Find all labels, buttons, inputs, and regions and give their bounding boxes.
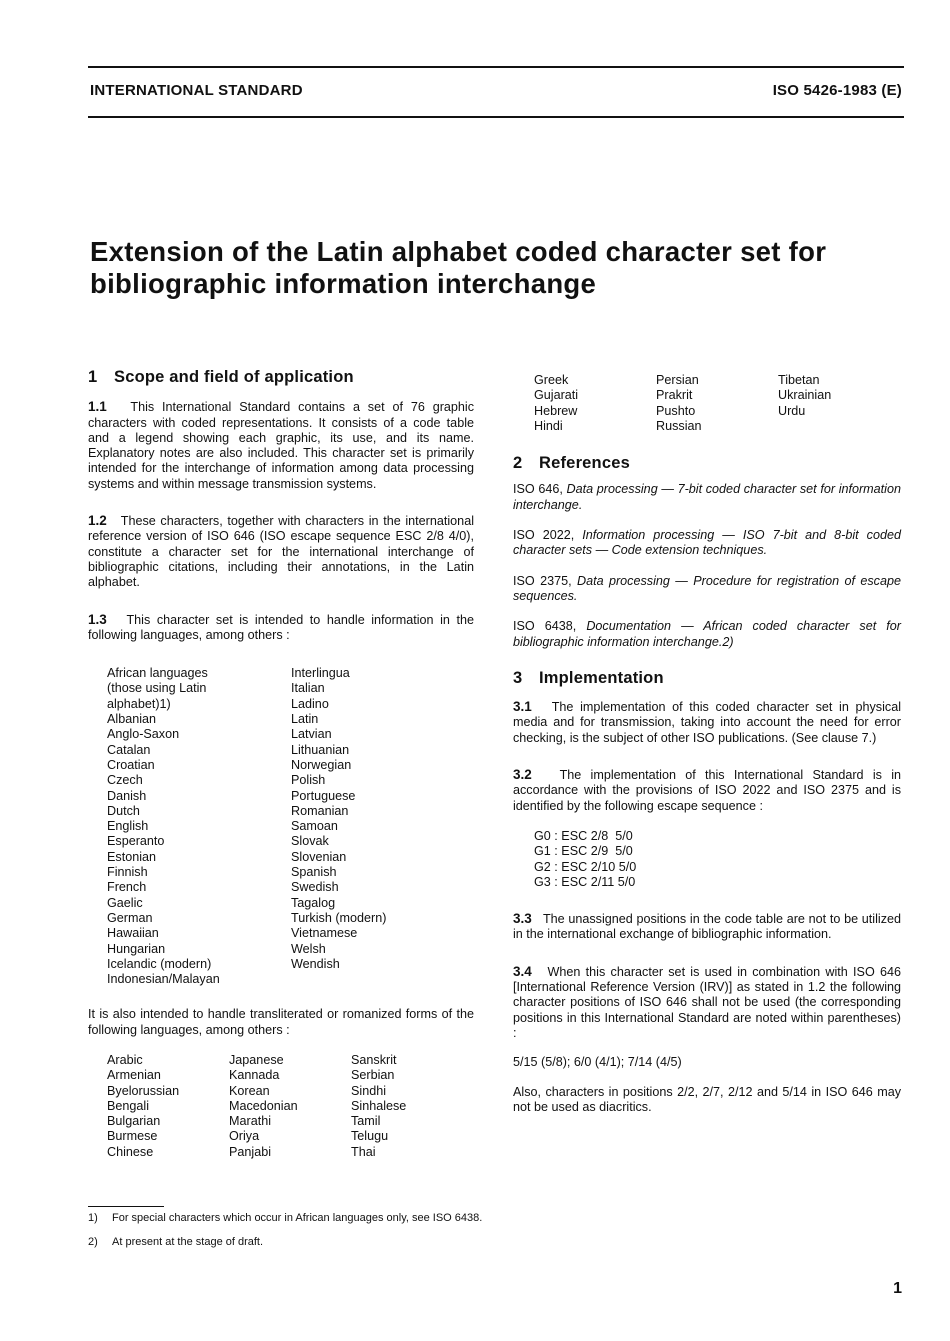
language-item: Bulgarian	[107, 1114, 161, 1129]
language-item: Croatian	[107, 757, 155, 772]
para-3-5: Also, characters in positions 2/2, 2/7, 2/12 and 5/14 in ISO 646 may not be used as diacritics.	[513, 1084, 901, 1114]
language-item: Japanese	[229, 1052, 284, 1067]
language-item: Welsh	[291, 941, 326, 956]
language-item: Samoan	[291, 819, 338, 834]
language-item: Marathi	[229, 1114, 271, 1129]
language-item: Chinese	[107, 1144, 154, 1159]
para-1-2: 1.2 These characters, together with characters in the international reference version of ISO 646 (ISO escape sequence ESC 2/8 4/0), constitute a character set for the international interchange of bibliographic citations, including their annotations, in the Latin alphabet.	[88, 513, 474, 590]
language-item: Sindhi	[351, 1083, 387, 1098]
language-item: Interlingua	[291, 666, 350, 681]
language-item: Prakrit	[656, 388, 693, 403]
language-item: Russian	[656, 418, 702, 433]
language-item: Italian	[291, 681, 325, 696]
language-item: Sanskrit	[351, 1052, 397, 1067]
language-item: Urdu	[778, 403, 806, 418]
language-item: English	[107, 819, 149, 834]
escape-sequence-list	[513, 829, 901, 890]
language-item: African languages	[107, 666, 208, 681]
language-item: Tamil	[351, 1114, 381, 1129]
transliterated-language-list	[88, 1053, 474, 1160]
right-column	[513, 373, 901, 1115]
language-row	[534, 419, 901, 434]
language-item: Hebrew	[534, 403, 578, 418]
language-item: Greek	[534, 373, 569, 387]
language-item: Tibetan	[778, 373, 820, 387]
language-item: Czech	[107, 773, 143, 788]
language-item: Persian	[656, 373, 699, 387]
footnote-rule	[88, 1206, 164, 1207]
para-3-4: 3.4 When this character set is used in combination with ISO 646 [International Reference Version (IRV)] as stated in 1.2 the following character positions of ISO 646 shall not be used (the corresponding positions in this International Standard are noted within parentheses) :	[513, 963, 902, 1040]
language-item: Lithuanian	[291, 742, 350, 757]
reference-item: ISO 6438, Documentation — African coded character set for bibliographic information interchange.2)	[513, 619, 901, 649]
para-3-2: 3.2 The implementation of this International Standard is in accordance with the provisions of ISO 2022 and ISO 2375 and is identified by the following escape sequence :	[513, 767, 901, 813]
language-item: Macedonian	[229, 1098, 298, 1113]
language-item: Indonesian/Malayan	[107, 972, 220, 987]
language-item: Wendish	[291, 956, 340, 971]
language-item: Polish	[291, 773, 326, 788]
language-item: Hindi	[534, 418, 563, 433]
left-column	[88, 370, 474, 1160]
language-item: Hawaiian	[107, 926, 159, 941]
reference-item: ISO 2022, Information processing — ISO 7-bit and 8-bit coded character sets — Code extension techniques.	[513, 528, 901, 558]
language-row	[107, 1145, 474, 1160]
language-item: Panjabi	[229, 1144, 272, 1159]
language-item: Tagalog	[291, 895, 336, 910]
document-title: Extension of the Latin alphabet coded character set for bibliographic information interchange	[90, 236, 827, 299]
escape-sequence: G2 : ESC 2/10 5/0	[534, 859, 637, 874]
transliterated-language-list-cont	[513, 373, 901, 434]
language-item: Sinhalese	[351, 1098, 407, 1113]
language-row	[534, 404, 901, 419]
language-item: Burmese	[107, 1129, 158, 1144]
language-row	[107, 1129, 474, 1144]
language-item	[778, 419, 900, 434]
para-3-1: 3.1 The implementation of this coded character set in physical media and for transmission, taking into account the need for error checking, is the subject of other ISO publications. (See clause 7.)	[513, 699, 901, 745]
language-item: Armenian	[107, 1068, 161, 1083]
section-3-heading: 3 Implementation	[513, 668, 664, 687]
language-item: (those using Latin	[107, 681, 207, 696]
language-row	[534, 373, 901, 388]
language-item: Portuguese	[291, 788, 356, 803]
language-item: Catalan	[107, 742, 151, 757]
language-item: Slovak	[291, 834, 329, 849]
language-item: Slovenian	[291, 849, 347, 864]
language-item: Serbian	[351, 1068, 395, 1083]
language-item: Spanish	[291, 865, 337, 880]
language-item: Korean	[229, 1083, 270, 1098]
language-item: Latin	[291, 712, 319, 727]
language-item: Gaelic	[107, 895, 143, 910]
language-item: alphabet)1)	[107, 696, 171, 711]
language-item: Albanian	[107, 712, 157, 727]
header-bottom-rule	[88, 116, 904, 118]
language-item: Pushto	[656, 403, 696, 418]
language-row	[534, 388, 901, 403]
footnote-1: 1) For special characters which occur in African languages only, see ISO 6438.	[88, 1212, 483, 1224]
language-item: Esperanto	[107, 834, 165, 849]
language-list	[88, 666, 474, 987]
language-item: Thai	[351, 1144, 376, 1159]
language-item: Romanian	[291, 803, 349, 818]
language-item: Arabic	[107, 1052, 143, 1067]
language-item: Latvian	[291, 727, 332, 742]
language-item: Byelorussian	[107, 1083, 180, 1098]
language-item: Hungarian	[107, 941, 166, 956]
language-item: Icelandic (modern)	[107, 956, 212, 971]
para-1-3: 1.3 This character set is intended to handle information in the following languages, among others :	[88, 611, 474, 642]
language-row	[107, 1053, 474, 1068]
escape-sequence: G3 : ESC 2/11 5/0	[534, 874, 636, 889]
section-2-heading: 2 References	[513, 454, 630, 473]
language-item: Danish	[107, 788, 147, 803]
header-top-rule	[88, 66, 904, 68]
language-item: Vietnamese	[291, 926, 358, 941]
escape-sequence: G0 : ESC 2/8 5/0	[534, 828, 633, 843]
footnote-2: 2) At present at the stage of draft.	[88, 1236, 264, 1248]
language-item: Kannada	[229, 1068, 280, 1083]
language-item: Anglo-Saxon	[107, 727, 180, 742]
language-row	[107, 1099, 474, 1114]
language-item: Turkish (modern)	[291, 910, 387, 925]
restricted-positions: 5/15 (5/8); 6/0 (4/1); 7/14 (4/5)	[513, 1055, 682, 1070]
language-item: Oriya	[229, 1129, 260, 1144]
reference-item: ISO 646, Data processing — 7-bit coded character set for information interchange.	[513, 482, 901, 512]
language-row	[107, 1114, 474, 1129]
language-list-column-2	[291, 666, 386, 987]
language-item: Ukrainian	[778, 388, 832, 403]
header-left: INTERNATIONAL STANDARD	[90, 82, 303, 99]
language-row	[107, 1084, 474, 1099]
language-item: Gujarati	[534, 388, 579, 403]
language-item: Bengali	[107, 1098, 150, 1113]
page-number: 1	[893, 1280, 902, 1297]
reference-item: ISO 2375, Data processing — Procedure for registration of escape sequences.	[513, 573, 901, 603]
language-item: Telugu	[351, 1129, 389, 1144]
para-1-3-translit: It is also intended to handle transliterated or romanized forms of the following languages, among others :	[88, 1007, 474, 1037]
language-item: French	[107, 880, 147, 895]
language-item: Norwegian	[291, 757, 352, 772]
escape-sequence: G1 : ESC 2/9 5/0	[534, 844, 633, 859]
language-item: Estonian	[107, 849, 157, 864]
language-item: Finnish	[107, 865, 148, 880]
para-1-1: 1.1 This International Standard contains a set of 76 graphic characters with coded representations. It consists of a code table and a legend showing each graphic, its use, and its name. Explanatory notes are also included. This character set is primarily intended for the interchange of information among data processing systems and within message transmission systems.	[88, 399, 474, 491]
language-item: Dutch	[107, 803, 140, 818]
section-1-heading: 1 Scope and field of application	[88, 368, 354, 386]
language-item: Swedish	[291, 880, 339, 895]
language-item: German	[107, 910, 153, 925]
language-list-column-1	[107, 666, 291, 987]
language-item: Ladino	[291, 696, 329, 711]
para-3-3: 3.3 The unassigned positions in the code table are not to be utilized in the international exchange of bibliographic information.	[513, 911, 901, 942]
language-row	[107, 1068, 474, 1083]
reference-list	[513, 482, 901, 649]
header-right: ISO 5426-1983 (E)	[772, 82, 902, 99]
